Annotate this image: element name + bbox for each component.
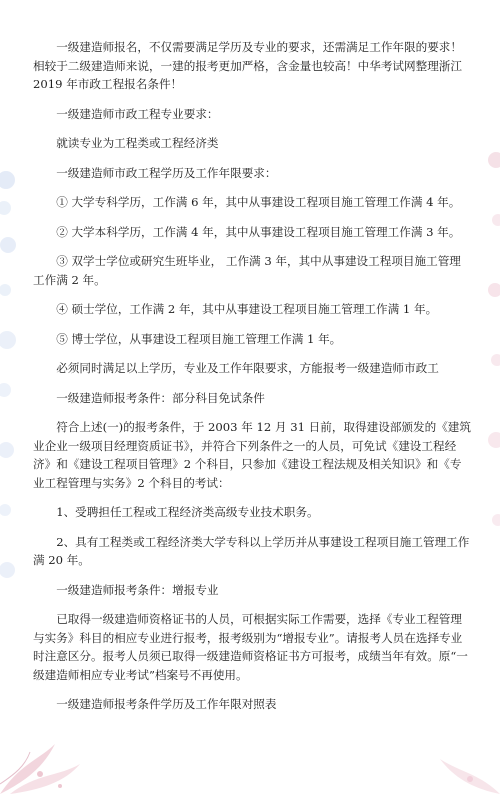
additional-paragraph: 已取得一级建造师资格证书的人员，可根据实际工作需要，选择《专业工程管理与实务》科目的相应专业进行报考，报考级别为“增报专业”。请报考人员在选择专业时注意区分。报考人员须已取得一级建造师资格证书方可报考，成绩当年有效。原“一级建造师相应专业考试”档案号不再使用。 <box>33 612 468 682</box>
exemption-condition-2: 2、具有工程类或工程经济类大学专科以上学历并从事建设工程项目施工管理工作满 20 年。 <box>33 534 470 567</box>
requirement-item-2: ② 大学本科学历，工作满 4 年，其中从事建设工程项目施工管理工作满 3 年。 <box>56 224 461 239</box>
section-heading-additional: 一级建造师报考条件：增报专业 <box>56 582 219 597</box>
requirement-item-1: ① 大学专科学历，工作满 6 年，其中从事建设工程项目施工管理工作满 4 年。 <box>56 195 461 209</box>
decorative-bubbles-right <box>470 140 500 560</box>
article-body <box>33 38 471 725</box>
exemption-paragraph: 符合上述(一)的报考条件，于 2003 年 12 月 31 日前，取得建设部颁发的《建筑业企业一级项目经理资质证书》，并符合下列条件之一的人员，可免试《建设工程经济》和《建设工程项目管理》2 个科目，只参加《建设工程法规及相关知识》和《专业工程管理与实务》2 个科目的考试： <box>33 420 471 490</box>
requirement-note: 必须同时满足以上学历，专业及工作年限要求，方能报考一级建造师市政工 <box>56 361 439 375</box>
section-heading-major: 一级建造师市政工程专业要求： <box>56 106 219 121</box>
requirement-item-5: ⑤ 博士学位，从事建设工程项目施工管理工作满 1 年。 <box>56 331 342 346</box>
section-heading-table: 一级建造师报考条件学历及工作年限对照表 <box>56 697 277 711</box>
major-requirement: 就读专业为工程类或工程经济类 <box>56 136 219 150</box>
section-heading-exemption: 一级建造师报考条件：部分科目免试条件 <box>56 390 265 405</box>
exemption-condition-1: 1、受聘担任工程或工程经济类高级专业技术职务。 <box>56 505 319 519</box>
requirement-item-3: ③ 双学士学位或研究生班毕业， 工作满 3 年，其中从事建设工程项目施工管理工作满 2 年。 <box>33 254 461 287</box>
section-heading-education: 一级建造师市政工程学历及工作年限要求： <box>56 165 277 180</box>
intro-paragraph: 一级建造师报名，不仅需要满足学历及专业的要求，还需满足工作年限的要求！相较于二级建造师来说，一建的报考更加严格，含金量也较高！中华考试网整理浙江 2019 年市政工程报名条件！ <box>33 40 462 91</box>
requirement-item-4: ④ 硕士学位，工作满 2 年，其中从事建设工程项目施工管理工作满 1 年。 <box>56 302 438 316</box>
